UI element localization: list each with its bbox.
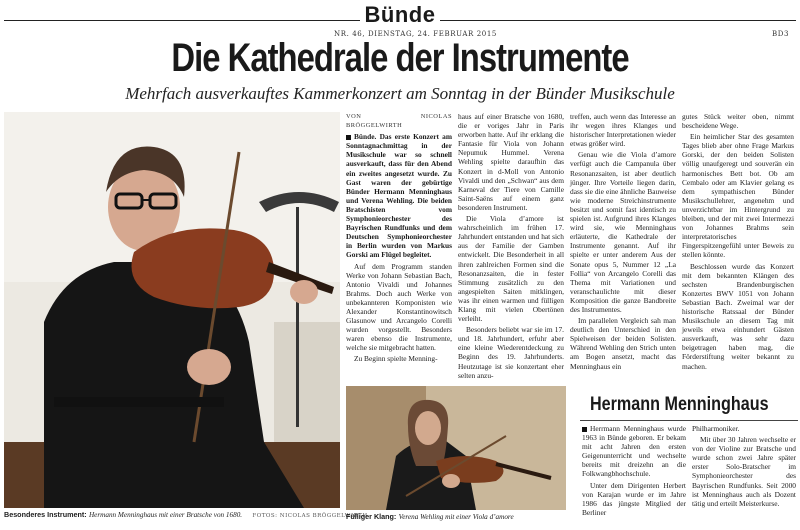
paragraph: treffen, auch wenn das Interesse an ihr wegen ihres Klanges und historischer Interpretationen wieder etwas größer wird. bbox=[570, 112, 676, 149]
viola-damore-illustration bbox=[346, 386, 566, 510]
photo-menninghaus bbox=[4, 112, 340, 508]
bio-paragraph: Unter dem Dirigenten Herbert von Karajan wurde er im Jahre 1986 das jüngste Mitglied der Berliner bbox=[582, 480, 686, 517]
dateline: NR. 46, DIENSTAG, 24. FEBRUAR 2015 bbox=[334, 30, 497, 38]
paragraph: Besonders beliebt war sie im 17. und 18. Jahrhundert, erfuhr aber eine kleine Wiederentdeckung zu Beginn des 19. Jahrhunderts. Heutzutage ist sie konzertant eher selten anzu- bbox=[458, 325, 564, 380]
sidebar-column-2 bbox=[692, 424, 796, 510]
caption-photo-1 bbox=[4, 510, 368, 519]
caption-1-text: Hermann Menninghaus mit einer Bratsche von 1680. bbox=[88, 511, 243, 519]
headline: Die Kathedrale der Instrumente bbox=[171, 36, 629, 80]
photo-wehling bbox=[346, 386, 566, 510]
caption-2-label: Fülliger Klang: bbox=[346, 512, 397, 521]
paragraph: Zu Beginn spielte Menning- bbox=[354, 354, 438, 364]
sidebar-column-1 bbox=[582, 424, 686, 519]
masthead bbox=[0, 0, 800, 28]
lead-marker bbox=[346, 135, 351, 140]
bio-paragraph bbox=[582, 424, 686, 479]
bio-marker bbox=[582, 427, 587, 432]
paragraph: Die Viola d’amore ist wahrscheinlich im frühen 17. Jahrhundert entstanden und hat sich aus der Familie der Gamben entwickelt. Die Besonderheit in all ihren zahlreichen Formen sind die Resonanzsaiten, die in fester Stimmung zusätzlich zu den angespielten Saiten mitklingen, was ihr einen warmen und fülligen Klang mit vielen Obertönen verleiht. bbox=[458, 214, 564, 324]
bio-paragraph: Mit über 30 Jahren wechselte er von der Violine zur Bratsche und wurde schon zwei Jahre später erster Solo-Bratscher im Symphonieorchester des Bayrischen Rundfunks. Seit 2000 ist Menninghaus auch als Dozent tätig und erteilt Meisterkurse. bbox=[692, 435, 796, 508]
paragraph: Im parallelen Vergleich sah man deutlich den Unterschied in den Spielweisen der beiden Solisten. Während Wehling den Strich unten am Bogen ansetzt, macht das Menninghaus ein bbox=[570, 316, 676, 371]
article-column-3 bbox=[570, 112, 676, 373]
violist-illustration bbox=[4, 112, 340, 508]
subhead: Mehrfach ausverkauftes Kammerkonzert am Sonntag in der Bünder Musikschule bbox=[125, 84, 675, 103]
article-column-4 bbox=[682, 112, 794, 373]
photo-credit: FOTOS: NICOLAS BRÖGGELWIRTH bbox=[252, 513, 368, 519]
byline: VON NICOLAS BRÖGGELWIRTH bbox=[346, 113, 452, 130]
bio-paragraph: Philharmoniker. bbox=[692, 424, 740, 433]
paragraph: Beschlossen wurde das Konzert mit dem bekannten Klängen des sechsten Brandenburgischen Konzertes BWV 1051 von Johann Sebastian Bach. Zweimal war der historische Ratssaal der Bünder Musikschule an diesem Tag mit jeweils etwa einhundert Gästen ausverkauft, was sehr dazu beigetragen haben mag, die Förderstiftung weiter bekannt zu machen. bbox=[682, 261, 794, 371]
paragraph: Ein heimlicher Star des gesamten Tages blieb aber ohne Frage Markus Gorski, der den beiden Solisten völlig unaufgeregt und souverän ein harmonisches Bett bot. Ob am Cembalo oder am Klavier gelang es dem sympathischen Bünder Musikschullehrer, angenehm und unverzichtbar im Hintergrund zu bleiben, und der mit zwei Intermezzi von Johannes Brahms sein interpretatorisches Fingerspitzengefühl unter Beweis zu stellen könnte. bbox=[682, 132, 794, 260]
page-code: BD3 bbox=[772, 30, 790, 38]
lead-text: Bünde. Das erste Konzert am Sonntagnachmittag in der Musikschule war so schnell ausverkauft, dass für den Abend ein zweites angesetzt wurde. Zu Gast waren der gebürtige Bünder Hermann Menninghaus und Verena Wehling. Die beiden Bratschisten vom Symphonieorchester des Bayrischen Rundfunks und dem Deutschen Symphonieorchester in Berlin wurden von Markus Gorski am Flügel begleitet. bbox=[346, 132, 452, 260]
paragraph: Genau wie die Viola d’amore verfügt auch die Campanula über Resonanzsaiten, ist aber deutlich jünger. Ihre Vorteile liegen darin, dass sie die eine ähnliche Bauweise wie moderne Streichinstrumente besitzt und somit fast identisch zu spielen ist. Aufgrund ihres Klanges wird sie, wie Menninghaus erläuterte, die Kathedrale der Instrumente genannt. Auf ihr spielte er unter anderem Aus der Sonate opus 5, Nummer 12 „La Follia“ von Arcangelo Corelli das Thema mit Variationen und veranschaulichte mit dieser Komposition die ganze Bandbreite des Instrumentes. bbox=[570, 150, 676, 314]
sidebar-heading: Hermann Menninghaus bbox=[590, 394, 769, 415]
masthead-city: Bünde bbox=[364, 2, 436, 27]
caption-1-label: Besonderes Instrument: bbox=[4, 510, 87, 519]
sidebar-rule bbox=[580, 420, 798, 421]
caption-2-text: Verena Wehling mit einer Viola d’amore bbox=[398, 513, 514, 521]
article-lead bbox=[346, 132, 452, 259]
caption-photo-2 bbox=[346, 512, 570, 521]
paragraph: haus auf einer Bratsche von 1680, die er voriges Jahr in Paris erworben hatte. Auf ihr erklang die Fantasie für Viola von Johann Nepumuk Hummel. Verena Wehling spielte daraufhin das Konzert in d-Moll von Antonio Vivaldi und den „Schwan“ aus dem Karneval der Tiere von Camille Saint-Saëns auf einem ganz besonderen Instrument. bbox=[458, 112, 564, 212]
article-column-1 bbox=[346, 112, 452, 366]
article-column-2 bbox=[458, 112, 564, 382]
paragraph: gutes Stück weiter oben, nimmt bescheidene Wege. bbox=[682, 112, 794, 131]
bio-text: Herrmann Menninghaus wurde 1963 in Bünde geboren. Er bekam mit acht Jahren den ersten Geigenunterricht und wechselte bereits mit dreizehn an die Folkwangbhochschule. bbox=[582, 424, 686, 479]
paragraph: Auf dem Programm standen Werke von Johann Sebastian Bach, Antonio Vivaldi und Johannes Brahms. Doch auch Werke von unbekannteren Komponisten wie Alexander Konstantinowitsch Glasunow und Arcangelo Corelli wurden vorgestellt. Besonders waren ebenso die Instrumente, welche sie mitgebracht hatten. bbox=[346, 261, 452, 353]
